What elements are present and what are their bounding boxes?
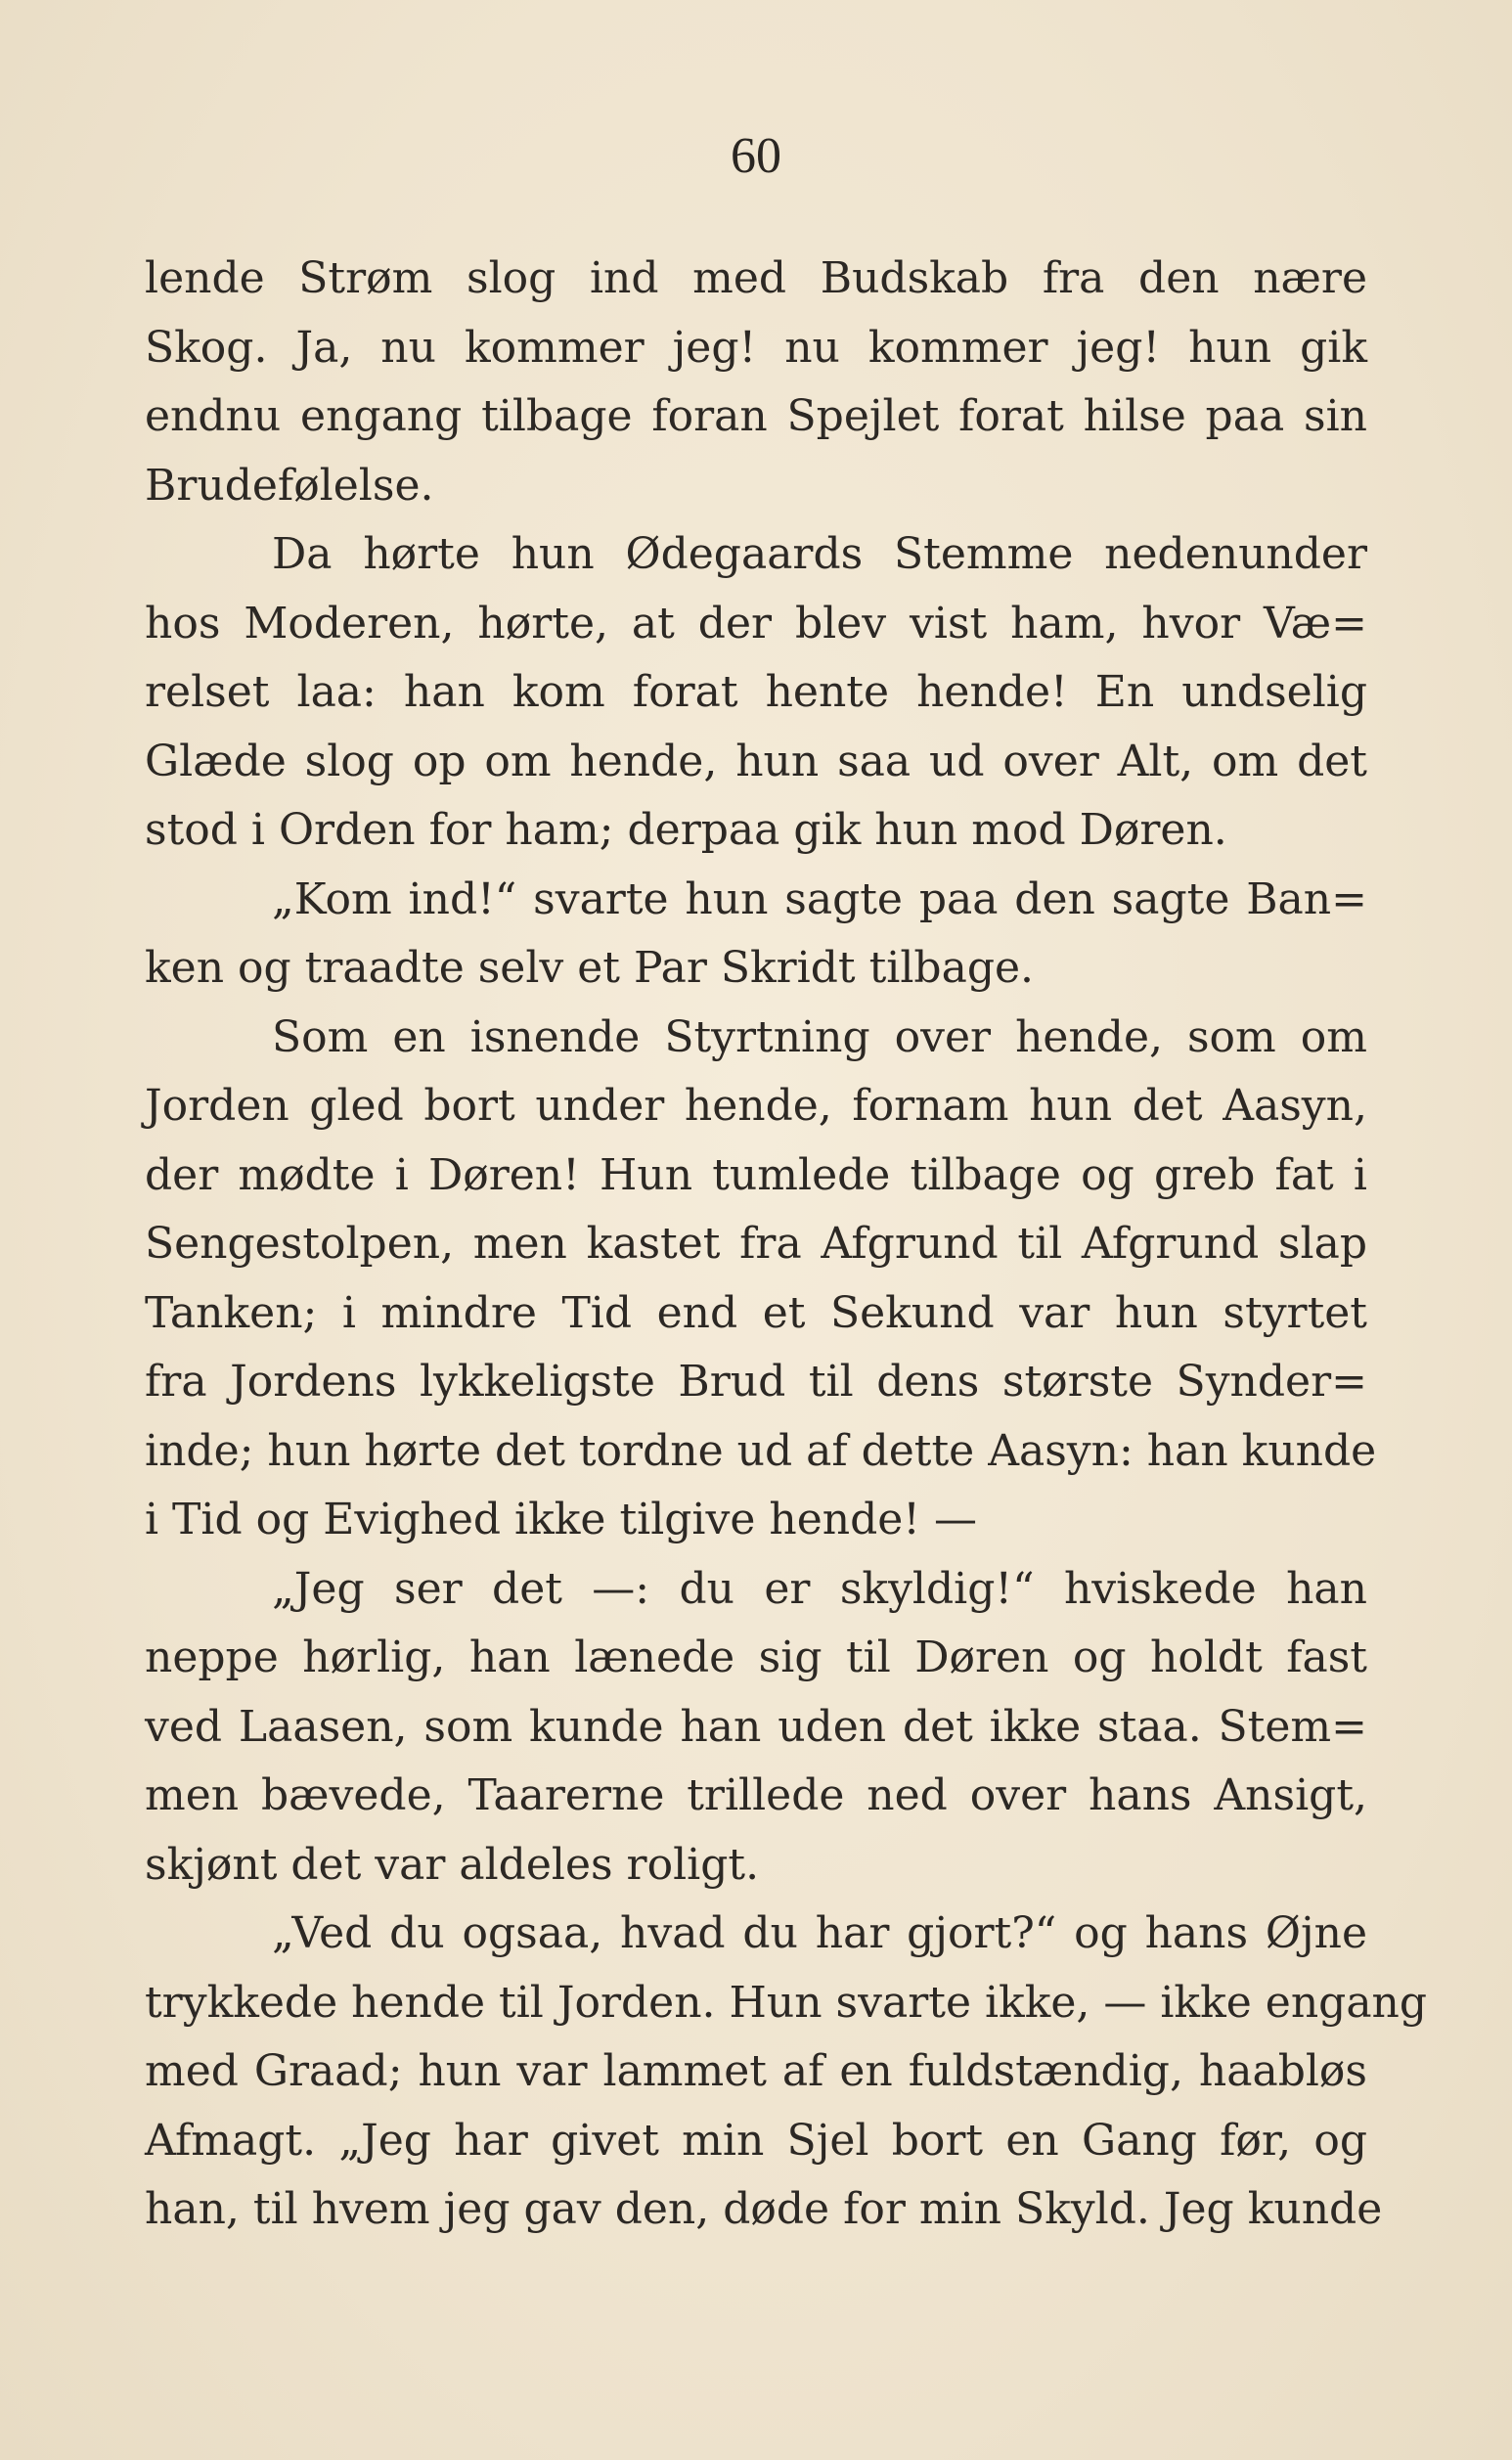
text-line: Brudefølelse. — [145, 460, 434, 511]
text-line: Som en isnende Styrtning over hende, som om — [272, 1011, 1367, 1062]
text-line: trykkede hende til Jorden. Hun svarte ikke, — ikke engang — [145, 1977, 1428, 2028]
text-line: med Graad; hun var lammet af en fuldstændig, haabløs — [145, 2046, 1367, 2096]
text-line: relset laa: han kom forat hente hende! En undselig — [145, 667, 1367, 717]
text-line: Sengestolpen, men kastet fra Afgrund til Afgrund slap — [145, 1219, 1367, 1269]
page-number: 60 — [731, 128, 781, 184]
text-line: men bævede, Taarerne trillede ned over hans Ansigt, — [145, 1770, 1367, 1820]
text-line: „Jeg ser det —: du er skyldig!“ hviskede han — [272, 1563, 1367, 1614]
text-line: ken og traadte selv et Par Skridt tilbage. — [145, 943, 1035, 993]
text-line: ved Laasen, som kunde han uden det ikke staa. Stem= — [145, 1701, 1367, 1752]
text-line: i Tid og Evighed ikke tilgive hende! — — [145, 1495, 977, 1544]
text-line: inde; hun hørte det tordne ud af dette Aasyn: han kunde — [145, 1425, 1377, 1476]
text-line: „Kom ind!“ svarte hun sagte paa den sagte Ban= — [272, 873, 1367, 924]
text-line: stod i Orden for ham; derpaa gik hun mod Døren. — [145, 805, 1227, 855]
text-line: Jorden gled bort under hende, fornam hun det Aasyn, — [145, 1081, 1367, 1131]
text-line: neppe hørlig, han lænede sig til Døren og holdt fast — [145, 1633, 1367, 1682]
text-line: der mødte i Døren! Hun tumlede tilbage og greb fat i — [145, 1149, 1367, 1200]
text-line: „Ved du ogsaa, hvad du har gjort?“ og hans Øjne — [272, 1908, 1367, 1958]
text-line: Glæde slog op om hende, hun saa ud over Alt, om det — [145, 736, 1367, 786]
text-line: endnu engang tilbage foran Spejlet forat hilse paa sin — [145, 391, 1367, 441]
text-line: fra Jordens lykkeligste Brud til dens største Synder= — [145, 1357, 1367, 1407]
text-line: Skog. Ja, nu kommer jeg! nu kommer jeg! hun gik — [145, 322, 1367, 373]
text-line: skjønt det var aldeles roligt. — [145, 1839, 760, 1890]
body-text — [145, 245, 1428, 2245]
text-line: Tanken; i mindre Tid end et Sekund var hun styrtet — [145, 1287, 1367, 1338]
text-line: han, til hvem jeg gav den, døde for min Skyld. Jeg kunde — [145, 2184, 1383, 2234]
text-line: lende Strøm slog ind med Budskab fra den nære — [145, 253, 1367, 303]
text-line: hos Moderen, hørte, at der blev vist ham, hvor Væ= — [145, 598, 1367, 649]
text-line: Afmagt. „Jeg har givet min Sjel bort en Gang før, og — [145, 2115, 1367, 2166]
text-line: Da hørte hun Ødegaards Stemme nedenunder — [272, 529, 1367, 579]
